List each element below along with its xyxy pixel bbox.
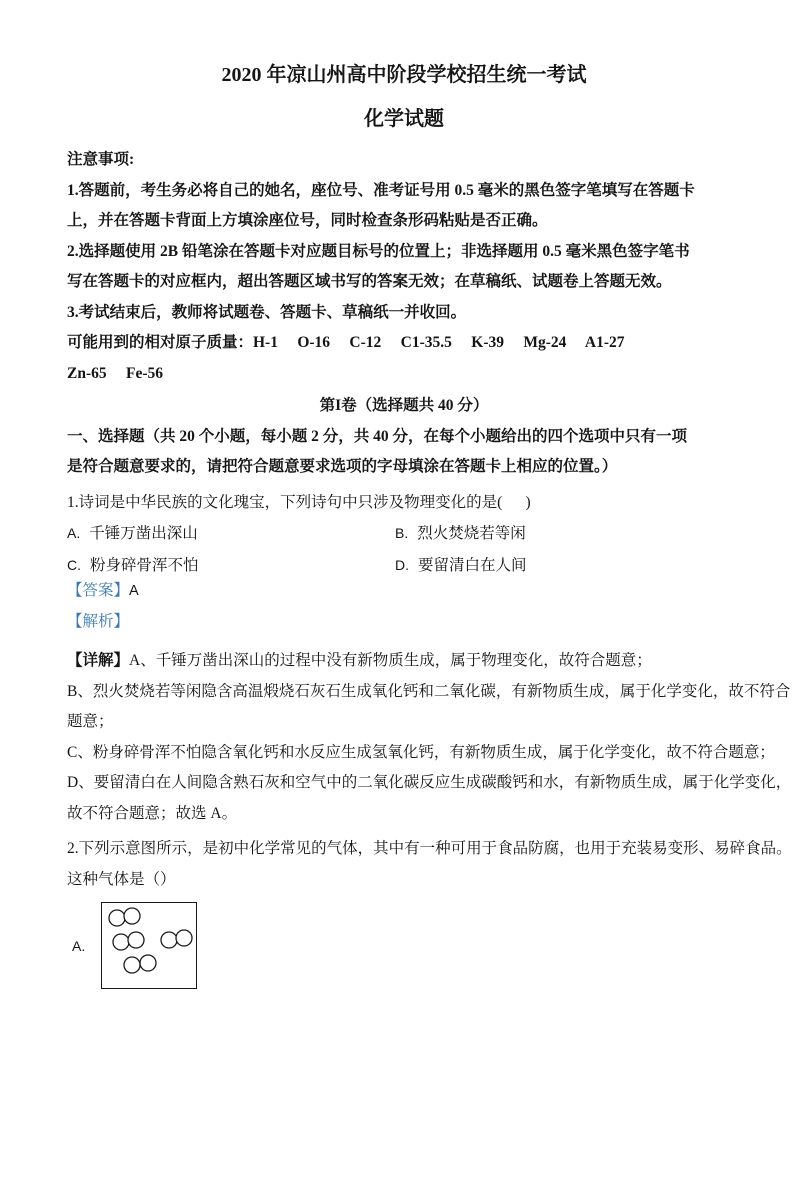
option-d-text: 要留清白在人间: [418, 556, 527, 574]
notice-line-5: 3.考试结束后，教师将试题卷、答题卡、草稿纸一并收回。: [67, 303, 467, 321]
notice-line-2: 上，并在答题卡背面上方填涂座位号，同时检查条形码粘贴是否正确。: [67, 212, 548, 229]
question-2-stem-line-2: 这种气体是（）: [67, 870, 176, 888]
diatomic-molecules-diagram: [102, 903, 196, 988]
detail-line-1: [67, 646, 741, 677]
analysis-label: 【解析】: [67, 612, 130, 630]
option-a-text: 千锤万凿出深山: [89, 525, 198, 542]
question-1-option-d: [395, 550, 723, 582]
notice-line-4: 写在答题卡的对应框内，超出答题区域书写的答案无效；在草稿纸、试题卷上答题无效。: [67, 273, 672, 290]
exam-document-page: [0, 60, 793, 1182]
question-1-options-row-1: [67, 518, 741, 550]
atomic-masses-line-2: Zn-65 Fe-56: [67, 364, 164, 382]
option-c-text: 粉身碎骨浑不怕: [90, 556, 199, 574]
option-d-letter: D.: [395, 556, 409, 573]
question-1-option-b: [395, 518, 723, 550]
directions-line-2: 是符合题意要求的，请把符合题意要求选项的字母填涂在答题卡上相应的位置。）: [67, 458, 618, 475]
question-1-stem: 1.诗词是中华民族的文化瑰宝，下列诗句中只涉及物理变化的是( ): [67, 493, 531, 511]
option-b-text: 烈火焚烧若等闲: [417, 525, 526, 542]
detail-line-6: 故不符合题意；故选 A。: [67, 804, 238, 822]
atomic-masses-line-1: 可能用到的相对原子质量：H-1 O-16 C-12 C1-35.5 K-39 Mg-24 A1-27: [67, 334, 625, 351]
option-b-letter: B.: [395, 525, 409, 541]
detail-line-5: D、要留清白在人间隐含熟石灰和空气中的二氧化碳反应生成碳酸钙和水，有新物质生成，属于化学变化，: [67, 774, 792, 791]
analysis-line: [67, 607, 741, 638]
detail-line-2: B、烈火焚烧若等闲隐含高温煅烧石灰石生成氧化钙和二氧化碳，有新物质生成，属于化学变化，故不符合: [67, 682, 791, 700]
question-2-stem-line-1: 2.下列示意图所示，是初中化学常见的气体，其中有一种可用于食品防腐，也用于充装易变形、易碎食品。: [67, 840, 792, 857]
molecule-diagram-box: [101, 902, 197, 989]
option-a-letter: A.: [67, 525, 81, 541]
notice-line-1: 1.答题前，考生务必将自己的她名，座位号、准考证号用 0.5 毫米的黑色签字笔填写在答题卡: [67, 181, 695, 199]
directions-line-1: 一、选择题（共 20 个小题，每小题 2 分，共 40 分，在每个小题给出的四个选项中只有一项: [67, 427, 688, 445]
detail-line-3: 题意；: [67, 713, 114, 730]
exam-subject-title: 化学试题: [364, 108, 444, 130]
answer-value: A: [129, 583, 139, 599]
notice-line-3: 2.选择题使用 2B 铅笔涂在答题卡对应题目标号的位置上；非选择题用 0.5 毫米黑色签字笔书: [67, 242, 690, 260]
answer-label: 【答案】: [67, 582, 130, 599]
option-c-letter: C.: [67, 556, 81, 573]
detail-line-4: C、粉身碎骨浑不怕隐含氧化钙和水反应生成氢氧化钙，有新物质生成，属于化学变化，故不符合题意；: [67, 743, 775, 761]
detail-label: 【详解】: [67, 652, 130, 669]
exam-title: 2020 年凉山州高中阶段学校招生统一考试: [221, 64, 587, 86]
question-1-options-row-2: [67, 550, 741, 582]
question-2-option-a-figure: [72, 902, 741, 989]
question-1-option-a: [67, 518, 395, 550]
section-header: 第I卷（选择题共 40 分）: [319, 397, 489, 414]
figure-option-a-letter: A.: [72, 937, 86, 954]
detail-text-1: A、千锤万凿出深山的过程中没有新物质生成，属于物理变化，故符合题意；: [129, 652, 652, 669]
notice-heading: 注意事项:: [67, 151, 135, 168]
